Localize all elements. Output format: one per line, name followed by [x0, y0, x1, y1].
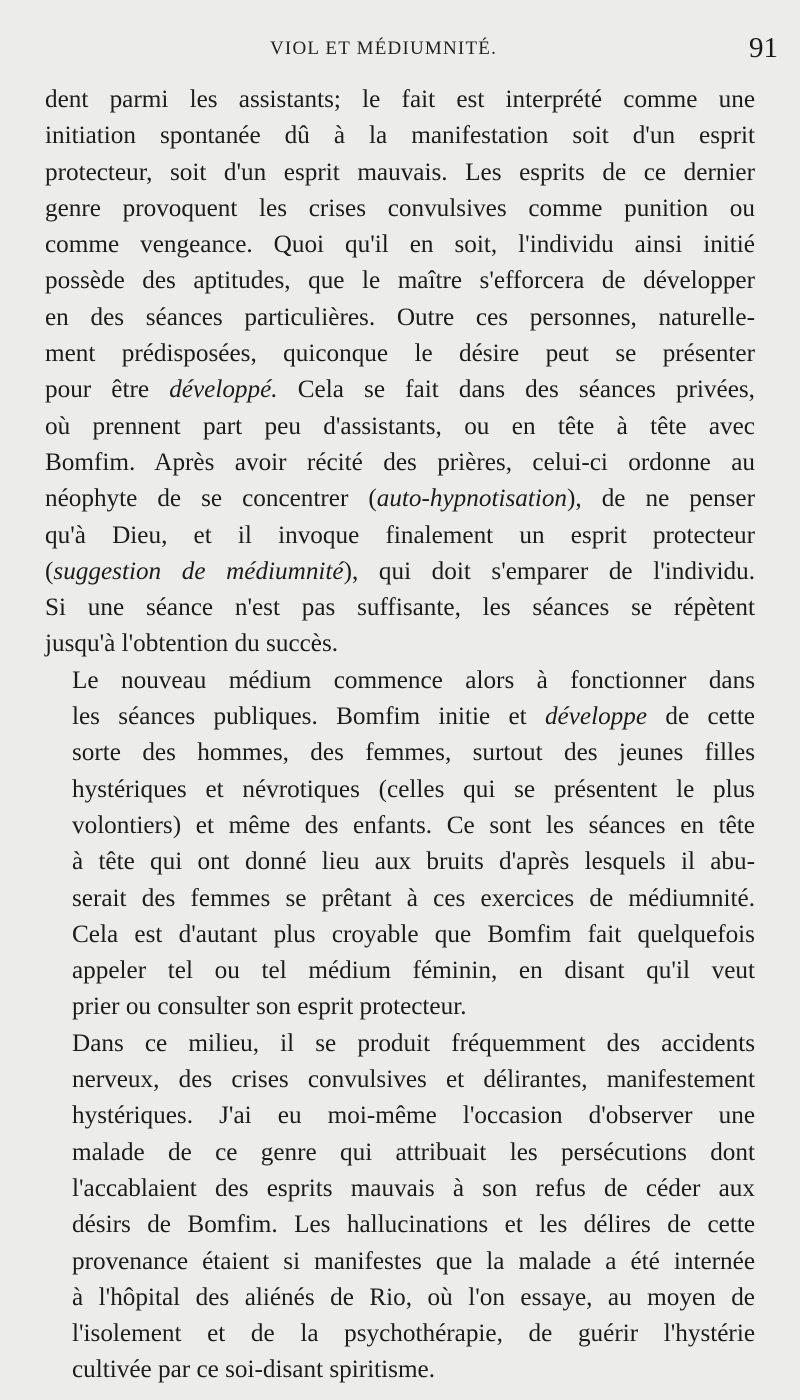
text-line: Si une séance n'est pas suffisante, les séances se répètent: [45, 594, 755, 622]
text-line: provenance étaient si manifestes que la malade a été internée: [72, 1247, 755, 1275]
text-line: sorte des hommes, des femmes, surtout des jeunes filles: [72, 739, 755, 767]
text-line: pour être développé. Cela se fait dans des séances privées,: [45, 376, 755, 404]
text-line: Dans ce milieu, il se produit fréquemment des accidents: [72, 1029, 755, 1057]
text-line: possède des aptitudes, que le maître s'efforcera de développer: [45, 267, 755, 295]
paragraph-1: [45, 82, 755, 663]
text-line: en des séances particulières. Outre ces personnes, naturelle-: [45, 303, 755, 331]
text-line: les séances publiques. Bomfim initie et développe de cette: [72, 703, 755, 731]
text-line: malade de ce genre qui attribuait les persécutions dont: [72, 1138, 755, 1166]
text-line: serait des femmes se prêtant à ces exercices de médiumnité.: [72, 884, 755, 912]
text-line: Cela est d'autant plus croyable que Bomfim fait quelquefois: [72, 920, 755, 948]
text-line: cultivée par ce soi-disant spiritisme.: [72, 1356, 436, 1384]
running-title: VIOL ET MÉDIUMNITÉ.: [270, 38, 498, 59]
text-line: qu'à Dieu, et il invoque finalement un esprit protecteur: [45, 521, 755, 549]
text-line: ment prédisposées, quiconque le désire peut se présenter: [45, 340, 755, 368]
paragraph-2: [45, 663, 755, 1026]
text-line: à tête qui ont donné lieu aux bruits d'après lesquels il abu-: [72, 848, 755, 876]
text-line: (suggestion de médiumnité), qui doit s'emparer de l'individu.: [45, 557, 755, 585]
text-line: néophyte de se concentrer (auto-hypnotisation), de ne penser: [45, 485, 755, 513]
text-line: genre provoquent les crises convulsives comme punition ou: [45, 194, 755, 222]
text-line: Le nouveau médium commence alors à fonctionner dans: [72, 666, 755, 694]
text-line: dent parmi les assistants; le fait est interprété comme une: [45, 86, 755, 113]
text-line: nerveux, des crises convulsives et délirantes, manifestement: [72, 1066, 755, 1094]
text-line: où prennent part peu d'assistants, ou en tête à tête avec: [45, 412, 755, 440]
body-text: [45, 82, 755, 1389]
text-line: à l'hôpital des aliénés de Rio, où l'on essaye, au moyen de: [72, 1283, 755, 1311]
text-line: l'accablaient des esprits mauvais à son refus de céder aux: [72, 1174, 755, 1202]
text-line: volontiers) et même des enfants. Ce sont les séances en tête: [72, 811, 755, 839]
page-number: 91: [749, 32, 778, 64]
text-line: Bomfim. Après avoir récité des prières, celui-ci ordonne au: [45, 448, 755, 476]
text-line: désirs de Bomfim. Les hallucinations et les délires de cette: [72, 1211, 755, 1239]
running-header: [0, 30, 800, 70]
text-line: protecteur, soit d'un esprit mauvais. Les esprits de ce dernier: [45, 158, 755, 186]
paragraph-3: [45, 1026, 755, 1389]
text-line: prier ou consulter son esprit protecteur.: [72, 993, 467, 1021]
text-line: appeler tel ou tel médium féminin, en disant qu'il veut: [72, 957, 755, 985]
text-line: comme vengeance. Quoi qu'il en soit, l'individu ainsi initié: [45, 231, 755, 259]
text-line: hystériques. J'ai eu moi-même l'occasion d'observer une: [72, 1102, 755, 1130]
text-line: l'isolement et de la psychothérapie, de guérir l'hystérie: [72, 1320, 755, 1348]
text-line: jusqu'à l'obtention du succès.: [45, 630, 339, 658]
text-line: initiation spontanée dû à la manifestation soit d'un esprit: [45, 122, 755, 150]
text-line: hystériques et névrotiques (celles qui se présentent le plus: [72, 775, 755, 803]
